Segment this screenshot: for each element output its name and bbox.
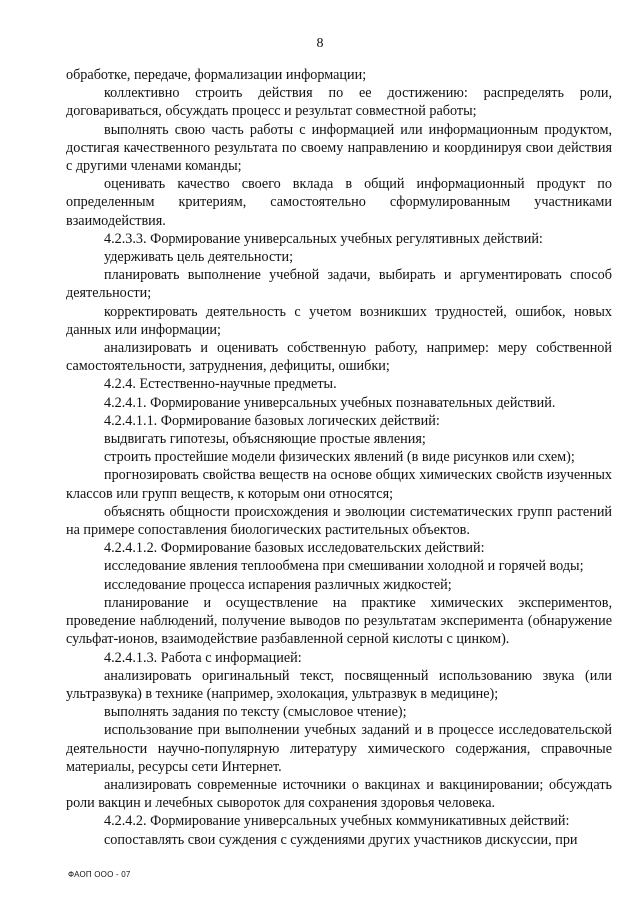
paragraph: анализировать и оценивать собственную работу, например: меру собственной самостоятельности, затруднения, дефициты, ошибки;: [66, 340, 612, 375]
section-heading: 4.2.4.2. Формирование универсальных учебных коммуникативных действий:: [104, 813, 570, 830]
section-heading: 4.2.4. Естественно-научные предметы.: [104, 376, 337, 393]
paragraph: анализировать современные источники о вакцинах и вакцинировании; обсуждать роли вакцин и лечебных сывороток для сохранения здоровья человека.: [66, 776, 612, 812]
document-code-footer: ФАОП ООО - 07: [68, 870, 131, 879]
paragraph: выдвигать гипотезы, объясняющие простые явления;: [104, 431, 426, 448]
paragraph: прогнозировать свойства веществ на основе общих химических свойств изученных классов или групп веществ, к которым они относятся;: [66, 467, 612, 502]
paragraph: корректировать деятельность с учетом возникших трудностей, ошибок, новых данных или информации;: [66, 303, 612, 338]
section-heading: 4.2.4.1. Формирование универсальных учебных познавательных действий.: [104, 394, 556, 411]
paragraph: сопоставлять свои суждения с суждениями других участников дискуссии, при: [104, 831, 578, 848]
paragraph: планирование и осуществление на практике химических экспериментов, проведение наблюдений, получение выводов по результатам эксперимента (обнаружение сульфат-ионов, взаимодействие разбавленной серной кислоты с цинком).: [66, 594, 612, 648]
paragraph: объяснять общности происхождения и эволюции систематических групп растений на примере сопоставления биологических растительных объектов.: [66, 503, 612, 539]
paragraph: оценивать качество своего вклада в общий информационный продукт по определенным критериям, самостоятельно сформулированным участниками взаимодействия.: [66, 176, 612, 229]
paragraph: использование при выполнении учебных заданий и в процессе исследовательской деятельности научно-популярную литературу химического содержания, справочные материалы, ресурсы сети Интернет.: [66, 722, 612, 775]
paragraph: выполнять свою часть работы с информацией или информационным продуктом, достигая качественного результата по своему направлению и координируя свои действия с другими членами команды;: [66, 121, 612, 175]
paragraph: строить простейшие модели физических явлений (в виде рисунков или схем);: [104, 449, 575, 466]
section-heading: 4.2.4.1.1. Формирование базовых логических действий:: [104, 412, 440, 429]
paragraph: коллективно строить действия по ее достижению: распределять роли, договариваться, обсуждать процесс и результат совместной работы;: [66, 85, 612, 120]
paragraph: обработке, передаче, формализации информации;: [66, 67, 367, 83]
paragraph: исследование процесса испарения различных жидкостей;: [104, 576, 452, 593]
paragraph: планировать выполнение учебной задачи, выбирать и аргументировать способ деятельности;: [66, 267, 612, 302]
document-body: [66, 66, 612, 849]
paragraph: исследование явления теплообмена при смешивании холодной и горячей воды;: [104, 558, 584, 575]
section-heading: 4.2.3.3. Формирование универсальных учебных регулятивных действий:: [104, 230, 543, 247]
section-heading: 4.2.4.1.2. Формирование базовых исследовательских действий:: [104, 540, 485, 557]
section-heading: 4.2.4.1.3. Работа с информацией:: [104, 649, 302, 666]
paragraph: выполнять задания по тексту (смысловое чтение);: [104, 704, 407, 721]
paragraph: анализировать оригинальный текст, посвященный использованию звука (или ультразвука) в технике (например, эхолокация, ультразвук в медицине);: [66, 667, 612, 702]
paragraph: удерживать цель деятельности;: [104, 249, 294, 266]
page-number: 8: [316, 36, 324, 51]
